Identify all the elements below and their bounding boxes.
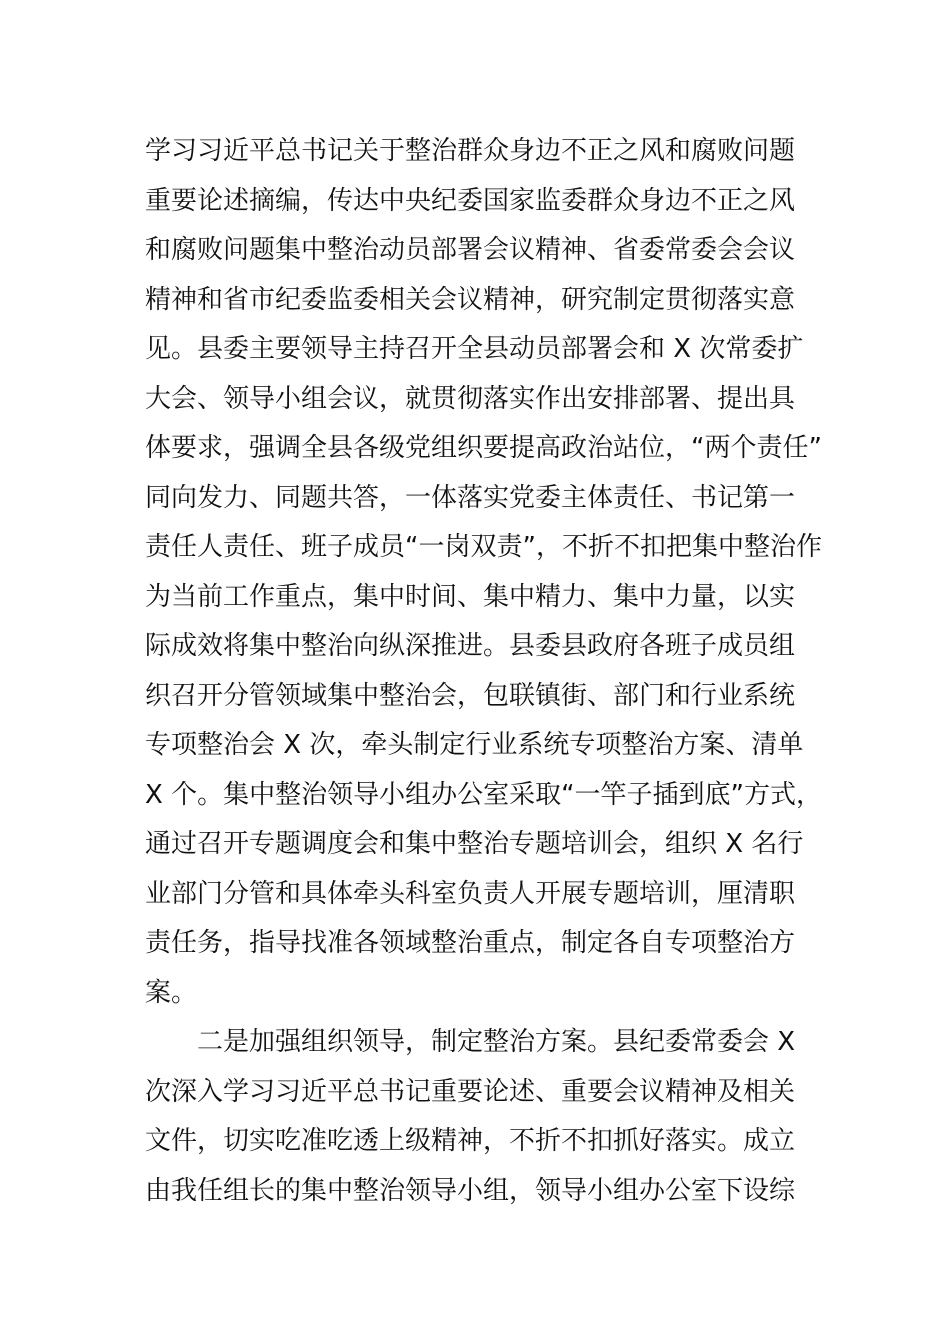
text-line: 际成效将集中整治向纵深推进。县委县政府各班子成员组 [145,631,796,661]
text-line: 责任人责任、班子成员“一岗双责”，不折不扣把集中整治作 [145,532,822,562]
text-line: 次深入学习习近平总书记重要论述、重要会议精神及相关 [145,1076,796,1107]
text-line: 由我任组长的集中整治领导小组，领导小组办公室下设综 [145,1175,796,1206]
text-line: 通过召开专题调度会和集中整治专题培训会，组织 X 名行 [145,829,804,859]
text-line: 体要求，强调全县各级党组织要提高政治站位，“两个责任” [145,433,822,463]
text-line: 织召开分管领域集中整治会，包联镇街、部门和行业系统 [145,680,796,711]
text-line: 和腐败问题集中整治动员部署会议精神、省委常委会会议 [145,235,796,265]
text-line: 业部门分管和具体牵头科室负责人开展专题培训，厘清职 [145,878,796,909]
text-line: X 个。集中整治领导小组办公室采取“一竿子插到底”方式， [145,779,823,810]
text-line: 责任务，指导找准各领域整治重点，制定各自专项整治方 [145,928,796,958]
text-line: 案。 [145,977,198,1008]
text-line: 精神和省市纪委监委相关会议精神，研究制定贯彻落实意 [145,284,796,315]
text-line: 文件，切实吃准吃透上级精神，不折不扣抓好落实。成立 [145,1126,796,1156]
text-line: 同向发力、同题共答，一体落实党委主体责任、书记第一 [145,482,796,513]
text-line: 为当前工作重点，集中时间、集中精力、集中力量，以实 [145,581,796,612]
text-line: 学习习近平总书记关于整治群众身边不正之风和腐败问题 [145,136,796,166]
text-line: 专项整治会 X 次，牵头制定行业系统专项整治方案、清单 [145,730,804,760]
text-line: 见。县委主要领导主持召开全县动员部署会和 X 次常委扩 [145,334,804,364]
text-line: 重要论述摘编，传达中央纪委国家监委群众身边不正之风 [145,185,796,216]
text-line: 大会、领导小组会议，就贯彻落实作出安排部署、提出具 [145,383,796,414]
text-line: 二是加强组织领导，制定整治方案。县纪委常委会 X [145,1027,796,1057]
